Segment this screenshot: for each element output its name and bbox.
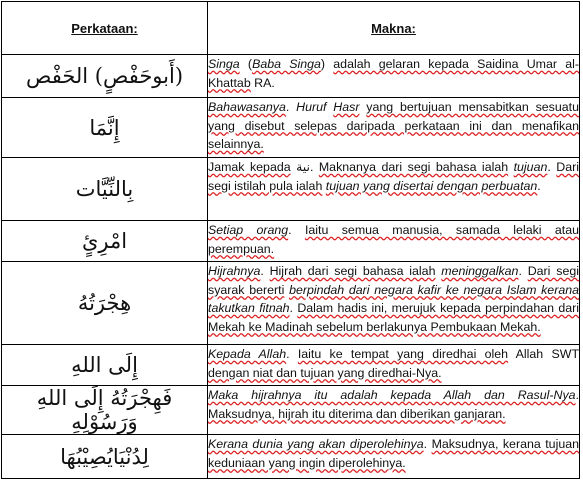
meaning-segment: . xyxy=(518,264,528,278)
arabic-word: بِالنِّيَّات xyxy=(2,158,208,221)
meaning-segment: Setiap orang xyxy=(208,223,289,237)
meaning-segment: Kerana dunia yang akan diperolehinya xyxy=(208,437,424,451)
meaning-segment: Iaitu semua manusia, samada lelaki atau perempuan. xyxy=(208,223,579,256)
meaning-text xyxy=(208,262,580,345)
column-header-word-label: Perkataan: xyxy=(71,20,138,36)
meaning-segment: Maknanya dari segi bahasa ialah xyxy=(318,160,509,174)
meaning-segment: . xyxy=(575,388,579,402)
meaning-segment: Maka hijrahnya itu adalah kepada Allah dan Rasul-Nya xyxy=(208,388,576,402)
meaning-segment: . xyxy=(547,160,557,174)
table-row xyxy=(2,98,580,158)
meaning-segment: . xyxy=(423,437,432,451)
meaning-segment: . xyxy=(288,223,305,237)
meaning-segment: Dari segi istilah pula ialah xyxy=(208,160,579,193)
meaning-segment: Kepada Allah xyxy=(208,347,287,361)
meaning-segment: . xyxy=(309,160,319,174)
meaning-segment: Maksudnya, kerana tujuan keduniaan yang ingin diperolehinya. xyxy=(208,437,579,470)
meaning-segment: Iaitu ke tempat yang diredhai oleh xyxy=(297,347,509,361)
meaning-segment: Maksudnya, hijrah itu diterima dan diberikan ganjaran. xyxy=(208,406,506,421)
arabic-word: إِلَى اللهِ xyxy=(2,345,208,386)
table-row xyxy=(2,55,580,98)
column-header-word xyxy=(2,2,208,55)
column-header-meaning-label: Makna: xyxy=(371,20,416,36)
arabic-word: فَهِجْرَتُهُ إِلَى اللهِ وَرَسُوْلِهِ xyxy=(2,386,208,435)
meaning-segment: Hijrah dari segi bahasa ialah xyxy=(269,264,436,278)
meaning-segment: dengan niat dan tujuan yang diredhai-Nya. xyxy=(208,365,442,380)
meaning-segment: . xyxy=(286,347,298,361)
meaning-segment: yang bertujuan mensabitkan sesuatu yang disebut selepas daripada perkataan ini dan menafikan selainnya. xyxy=(208,100,579,151)
meaning-segment: tujuan xyxy=(513,160,548,174)
meaning-segment: berpindah dari negara kafir ke negara Islam kerana takutkan fitnah xyxy=(208,282,579,315)
meaning-segment: Jamak kepada xyxy=(208,160,291,174)
meaning-text xyxy=(208,435,580,479)
meaning-segment: adalah gelaran kepada Saidina Umar al-Khattab xyxy=(208,57,579,90)
table-row xyxy=(2,158,580,221)
meaning-segment: Dalam hadis ini, merujuk kepada perpindahan dari Mekah ke Madinah sebelum berlakunya Pembukaan Mekah. xyxy=(208,301,580,334)
meaning-segment: Bahawasanya xyxy=(208,100,286,114)
table-row xyxy=(2,345,580,386)
arabic-word: امْرِئٍ xyxy=(2,221,208,262)
meaning-segment: . xyxy=(260,264,270,278)
meaning-segment: ) xyxy=(320,57,334,71)
meaning-segment: meninggalkan xyxy=(441,264,519,278)
table-row xyxy=(2,386,580,435)
table-row xyxy=(2,262,580,345)
arabic-word: (أَبوحَفْصٍ) الحَفْص xyxy=(2,55,208,98)
table-row xyxy=(2,435,580,479)
meaning-segment: Dari segi syarak bererti xyxy=(208,264,579,297)
meaning-segment: ( xyxy=(239,57,253,71)
meaning-segment: RA. xyxy=(250,75,275,90)
meaning-segment: Hijrahnya xyxy=(208,264,261,278)
meaning-text xyxy=(208,345,580,386)
meaning-segment: Hasr xyxy=(333,100,360,114)
meaning-text xyxy=(208,386,580,435)
meaning-segment: Allah SWT xyxy=(508,347,580,361)
table-header-row xyxy=(2,2,580,55)
arabic-word: هِجْرَتُهُ xyxy=(2,262,208,345)
meaning-segment: tujuan yang disertai dengan perbuatan xyxy=(325,178,538,193)
meaning-segment: Huruf xyxy=(296,100,327,114)
meaning-text xyxy=(208,158,580,221)
arabic-word: إِنَّمَا xyxy=(2,98,208,158)
arabic-word: لِدُنْيَايُصِيْبُهَا xyxy=(2,435,208,479)
vocabulary-table xyxy=(1,1,580,479)
meaning-segment: Baba Singa xyxy=(252,57,321,71)
meaning-text xyxy=(208,55,580,98)
meaning-segment: . xyxy=(289,301,298,315)
meaning-text xyxy=(208,221,580,262)
meaning-segment: Singa xyxy=(208,57,240,71)
meaning-segment: . xyxy=(537,178,541,193)
meaning-text xyxy=(208,98,580,158)
column-header-meaning xyxy=(208,2,580,55)
meaning-segment: نية xyxy=(290,160,310,174)
table-row xyxy=(2,221,580,262)
meaning-segment: . xyxy=(285,100,297,114)
